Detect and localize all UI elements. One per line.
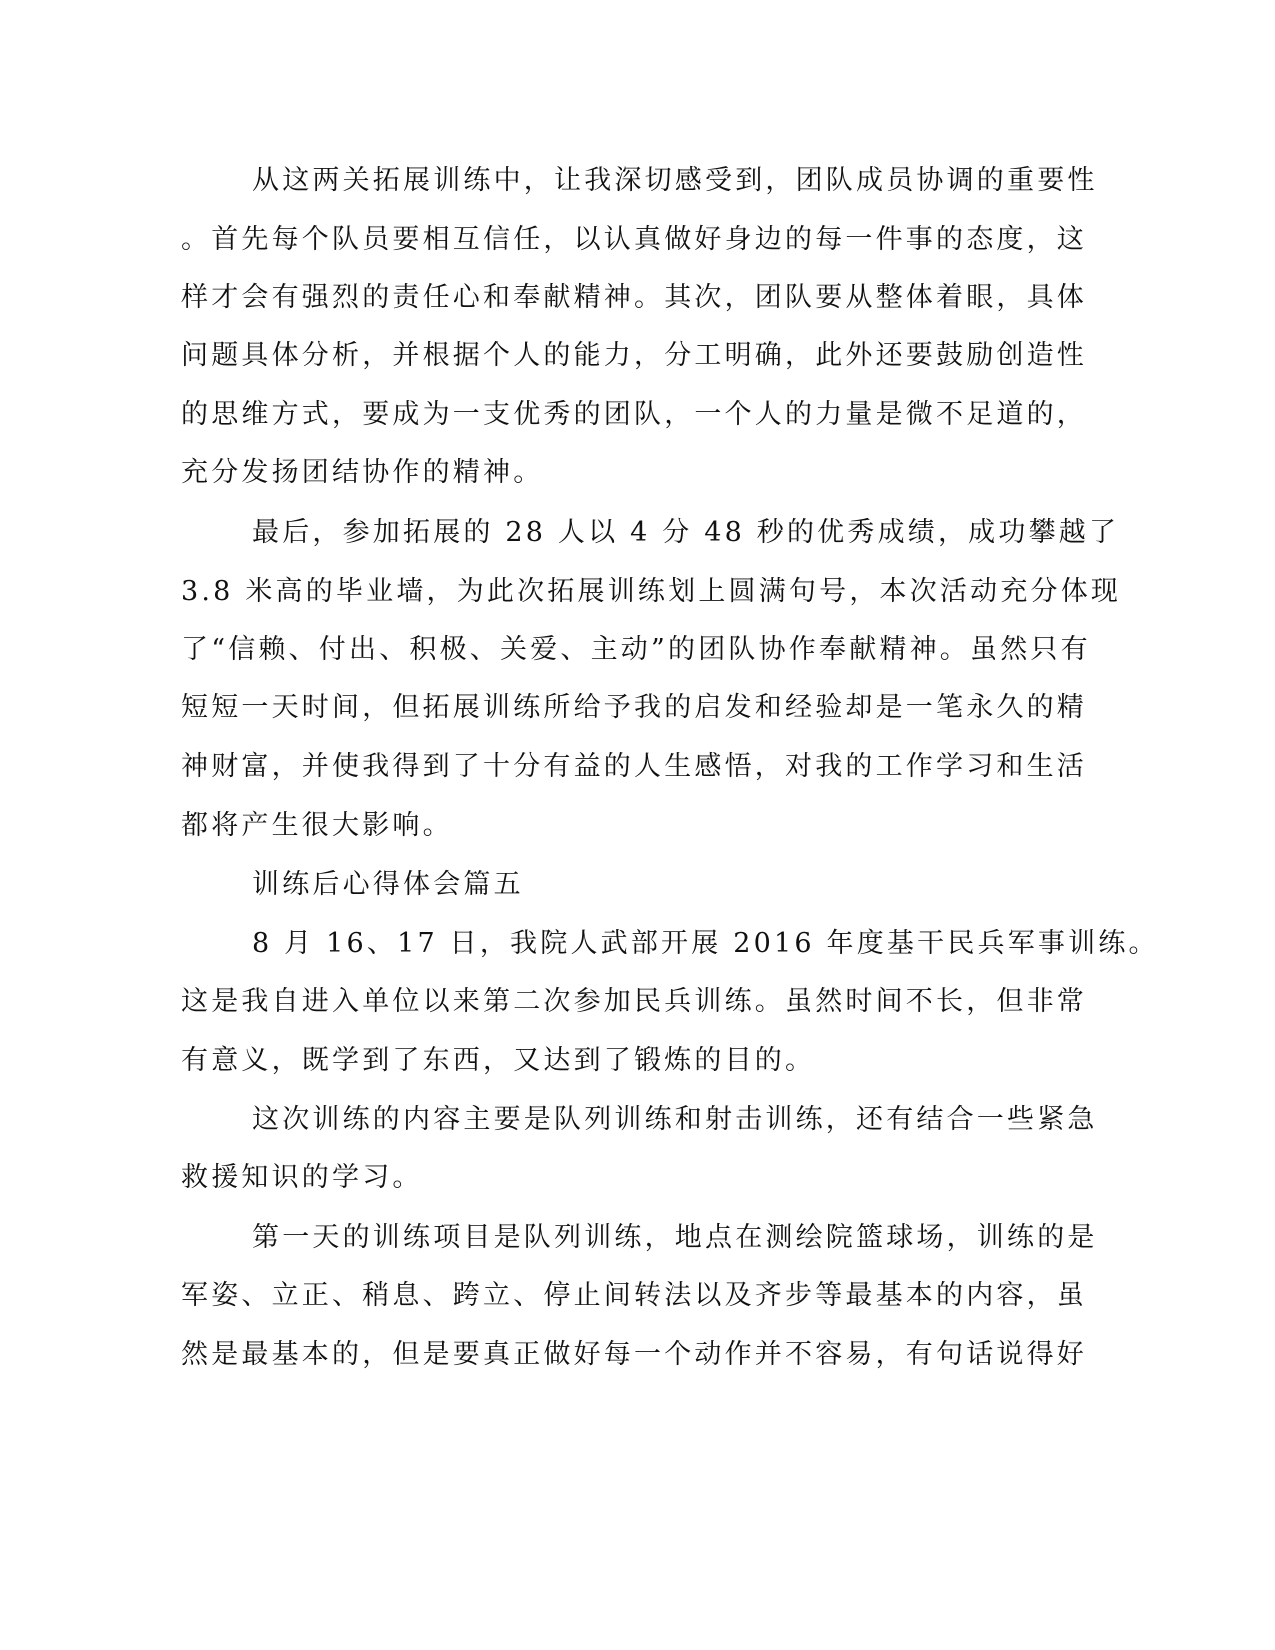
section-heading: 训练后心得体会篇五 [252, 869, 524, 900]
paragraph-line: 8 月 16、17 日，我院人武部开展 2016 年度基干民兵军事训练。 [252, 928, 1159, 959]
paragraph-line: 最后，参加拓展的 28 人以 4 分 48 秒的优秀成绩，成功攀越了 [252, 517, 1120, 548]
paragraph-line: 从这两关拓展训练中，让我深切感受到，团队成员协调的重要性 [252, 165, 1098, 196]
paragraph-line: 军姿、立正、稍息、跨立、停止间转法以及齐步等最基本的内容，虽 [181, 1280, 1087, 1311]
paragraph-line: 救援知识的学习。 [181, 1162, 423, 1193]
paragraph-line: 神财富，并使我得到了十分有益的人生感悟，对我的工作学习和生活 [181, 751, 1087, 782]
paragraph-line: 问题具体分析，并根据个人的能力，分工明确，此外还要鼓励创造性 [181, 340, 1087, 371]
paragraph-line: 这次训练的内容主要是队列训练和射击训练，还有结合一些紧急 [252, 1104, 1098, 1135]
paragraph-line: 的思维方式，要成为一支优秀的团队，一个人的力量是微不足道的， [181, 399, 1087, 430]
paragraph-line: 第一天的训练项目是队列训练，地点在测绘院篮球场，训练的是 [252, 1222, 1098, 1253]
paragraph-line: 短短一天时间，但拓展训练所给予我的启发和经验却是一笔永久的精 [181, 692, 1087, 723]
paragraph-line: 充分发扬团结协作的精神。 [181, 457, 544, 488]
paragraph-line: 样才会有强烈的责任心和奉献精神。其次，团队要从整体着眼，具体 [181, 282, 1087, 313]
paragraph-line: 了“信赖、付出、积极、关爱、主动”的团队协作奉献精神。虽然只有 [181, 634, 1091, 665]
paragraph-line: 然是最基本的，但是要真正做好每一个动作并不容易，有句话说得好 [181, 1339, 1087, 1370]
paragraph-line: 有意义，既学到了东西，又达到了锻炼的目的。 [181, 1045, 816, 1076]
paragraph-line: 都将产生很大影响。 [181, 810, 453, 841]
paragraph-line: 3.8 米高的毕业墙，为此次拓展训练划上圆满句号，本次活动充分体现 [181, 576, 1122, 607]
paragraph-line: 这是我自进入单位以来第二次参加民兵训练。虽然时间不长，但非常 [181, 986, 1087, 1017]
paragraph-line: 。首先每个队员要相互信任，以认真做好身边的每一件事的态度，这 [181, 224, 1087, 255]
